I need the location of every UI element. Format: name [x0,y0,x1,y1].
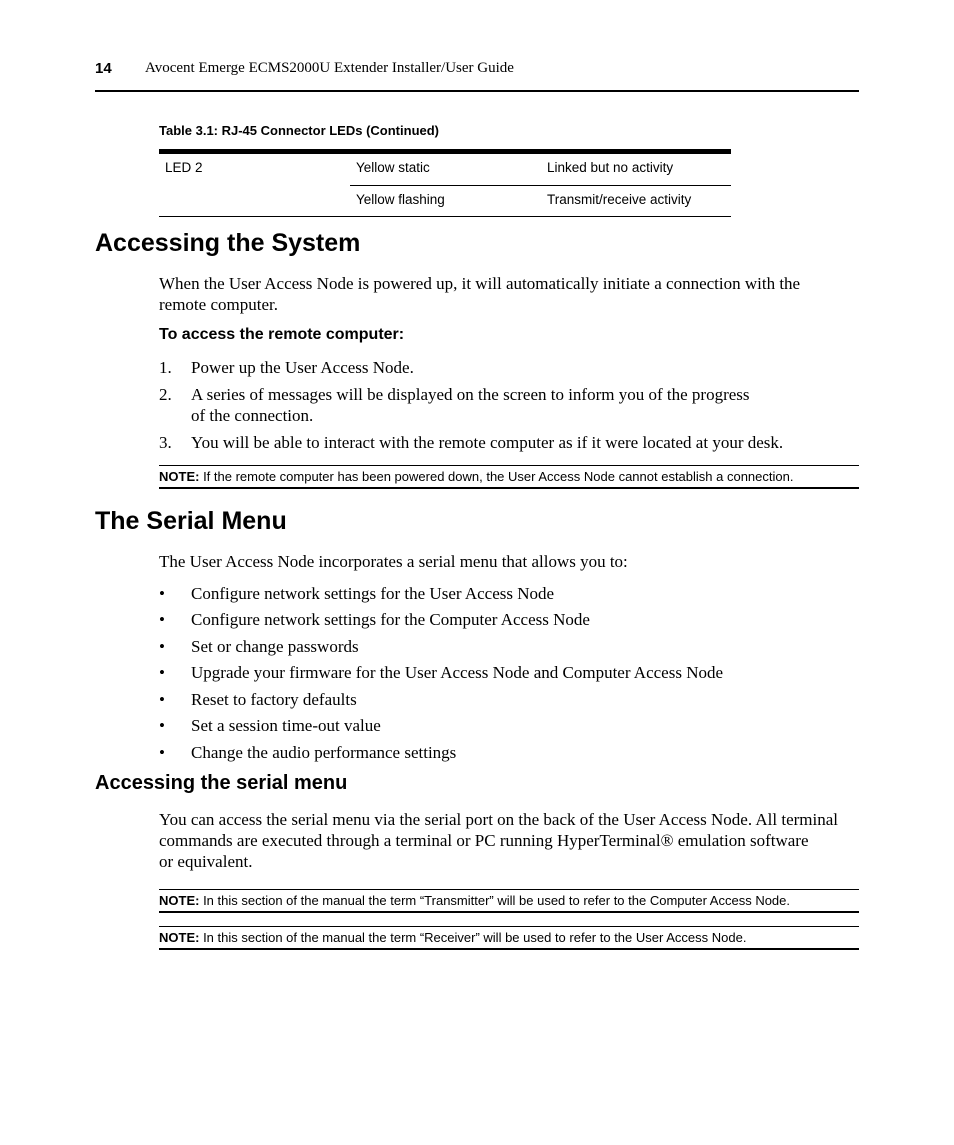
paragraph [159,809,859,872]
note-label: NOTE: [159,893,200,908]
step-text: You will be able to interact with the remote computer as if it were located at your desk. [191,433,784,452]
note-label: NOTE: [159,930,200,945]
bullet-text: Change the audio performance settings [191,743,457,762]
procedure-title: To access the remote computer: [159,326,405,343]
step-number: 1. [159,358,172,377]
bullet: • [159,637,165,656]
document-title: Avocent Emerge ECMS2000U Extender Installer/User Guide [145,60,514,76]
table-cell: LED 2 [165,160,203,175]
table-cell: Linked but no activity [547,160,674,175]
bullet-text: Set or change passwords [191,637,359,656]
bullet: • [159,716,165,735]
paragraph-line: You can access the serial menu via the serial port on the back of the User Access Node. All terminal [159,810,839,829]
bullet-text: Set a session time-out value [191,716,381,735]
table-cell: Transmit/receive activity [541,185,731,216]
note-label: NOTE: [159,469,200,484]
paragraph-line: commands are executed through a terminal or PC running HyperTerminal® emulation software [159,831,809,850]
step-text: Power up the User Access Node. [191,358,414,377]
table-row [159,154,731,185]
bullet: • [159,690,165,709]
paragraph-line: or equivalent. [159,852,253,871]
bullet: • [159,663,165,682]
note-text: In this section of the manual the term “Receiver” will be used to refer to the User Access Node. [199,930,747,945]
bullet: • [159,610,165,629]
note [159,465,859,489]
bullet: • [159,584,165,603]
table-row [159,185,731,216]
bullet-text: Configure network settings for the User Access Node [191,584,555,603]
section-heading-accessing-system: Accessing the System [95,229,361,257]
subsection-heading-accessing-serial-menu: Accessing the serial menu [95,772,348,794]
paragraph: The User Access Node incorporates a serial menu that allows you to: [159,552,628,571]
note [159,926,859,950]
bullet: • [159,743,165,762]
table-caption: Table 3.1: RJ-45 Connector LEDs (Continued) [159,123,440,138]
bullet-text: Configure network settings for the Computer Access Node [191,610,590,629]
page-number: 14 [95,60,112,77]
bullet-text: Upgrade your firmware for the User Access Node and Computer Access Node [191,663,724,682]
table-cell [165,185,350,216]
table-cell: Yellow flashing [350,185,541,216]
running-header [95,58,859,92]
step-number: 2. [159,385,172,404]
table-cell: Yellow static [356,160,430,175]
paragraph-line: When the User Access Node is powered up, it will automatically initiate a connection with the [159,274,801,293]
note [159,889,859,913]
note-text: In this section of the manual the term “Transmitter” will be used to refer to the Computer Access Node. [199,893,791,908]
paragraph-line: remote computer. [159,295,278,314]
led-table [159,149,731,217]
step-number: 3. [159,433,172,452]
note-text: If the remote computer has been powered down, the User Access Node cannot establish a connection. [199,469,794,484]
step-text-line: of the connection. [191,406,314,425]
bullet-text: Reset to factory defaults [191,690,357,709]
section-heading-serial-menu: The Serial Menu [95,507,287,535]
step-text [191,384,791,426]
paragraph [159,273,859,315]
step-text-line: A series of messages will be displayed on the screen to inform you of the progress [191,385,750,404]
